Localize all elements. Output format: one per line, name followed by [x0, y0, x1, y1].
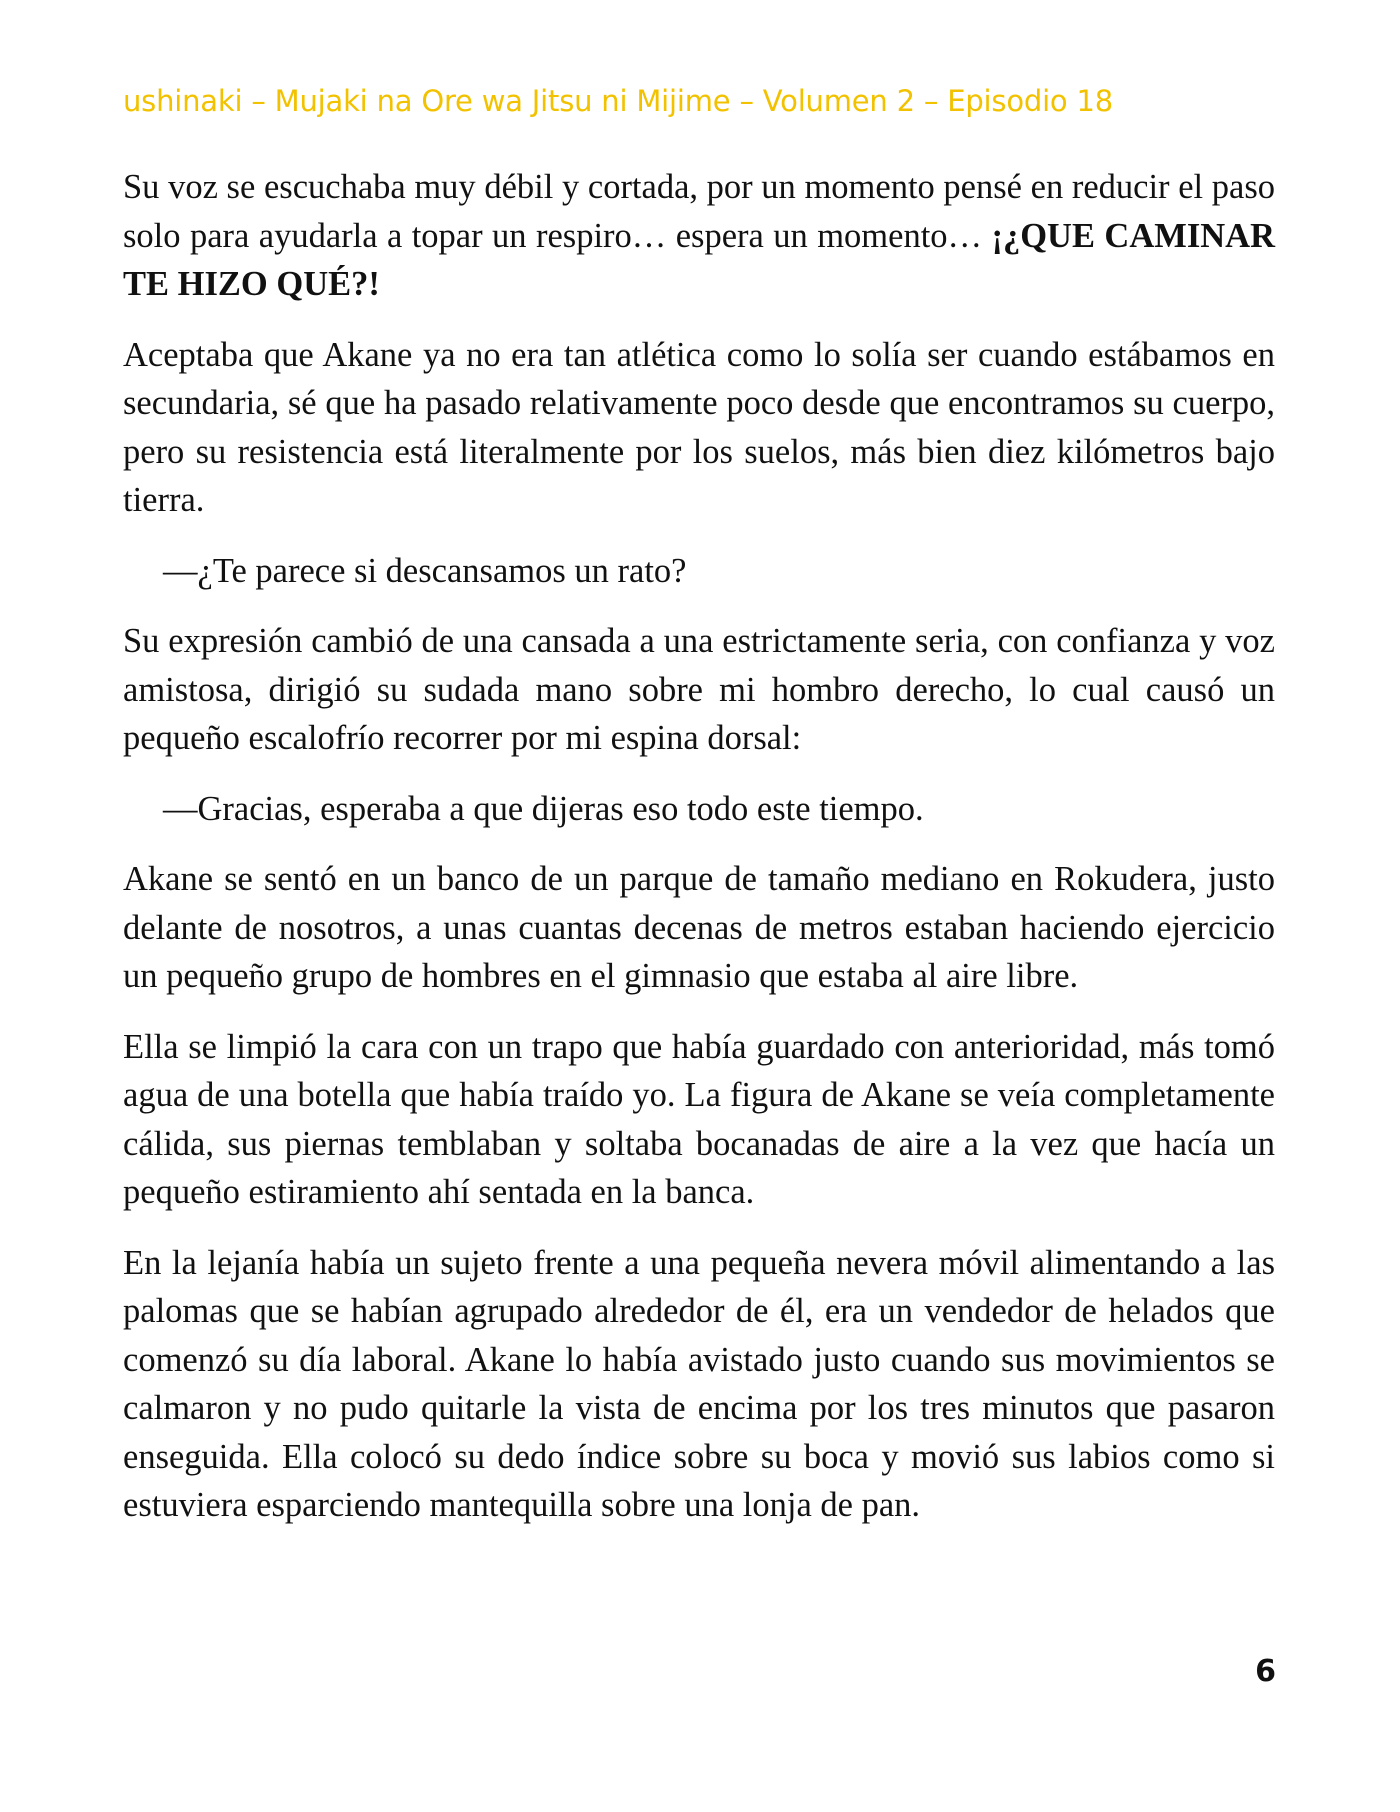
dialogue-line: —¿Te parece si descansamos un rato? — [163, 551, 687, 590]
running-header: ushinaki – Mujaki na Ore wa Jitsu ni Mijime – Volumen 2 – Episodio 18 — [123, 84, 1113, 118]
paragraph: Ella se limpió la cara con un trapo que había guardado con anterioridad, más tomó agua de una botella que había traído yo. La figura de Akane se veía completamente cálida, sus piernas temblaban y soltaba bocanadas de aire a la vez que hacía un pequeño estiramiento ahí sentada en la banca. — [123, 1027, 1275, 1211]
paragraph — [123, 163, 1275, 309]
paragraph-bold-text: ¡¿QUE CAMINAR TE HIZO QUÉ?! — [123, 216, 1275, 303]
paragraph: Su expresión cambió de una cansada a una estrictamente seria, con confianza y voz amistosa, dirigió su sudada mano sobre mi hombro derecho, lo cual causó un pequeño escalofrío recorrer por mi espina dorsal: — [123, 622, 1275, 757]
paragraph: Akane se sentó en un banco de un parque de tamaño mediano en Rokudera, justo delante de nosotros, a unas cuantas decenas de metros estaban haciendo ejercicio un pequeño grupo de hombres en el gimnasio que estaba al aire libre. — [123, 860, 1275, 995]
body-text — [123, 163, 1275, 1552]
page-number: 6 — [1255, 1654, 1276, 1689]
paragraph: Aceptaba que Akane ya no era tan atlética como lo solía ser cuando estábamos en secundaria, sé que ha pasado relativamente poco desde que encontramos su cuerpo, pero su resistencia está literalmente por los suelos, más bien diez kilómetros bajo tierra. — [123, 335, 1275, 519]
paragraph-text: Su voz se escuchaba muy débil y cortada, por un momento pensé en reducir el paso solo para ayudarla a topar un respiro… espera un momento… — [123, 168, 1275, 255]
dialogue-line: —Gracias, esperaba a que dijeras eso todo este tiempo. — [163, 789, 924, 828]
paragraph: En la lejanía había un sujeto frente a una pequeña nevera móvil alimentando a las palomas que se habían agrupado alrededor de él, era un vendedor de helados que comenzó su día laboral. Akane lo había avistado justo cuando sus movimientos se calmaron y no pudo quitarle la vista de encima por los tres minutos que pasaron enseguida. Ella colocó su dedo índice sobre su boca y movió sus labios como si estuviera esparciendo mantequilla sobre una lonja de pan. — [123, 1243, 1275, 1524]
